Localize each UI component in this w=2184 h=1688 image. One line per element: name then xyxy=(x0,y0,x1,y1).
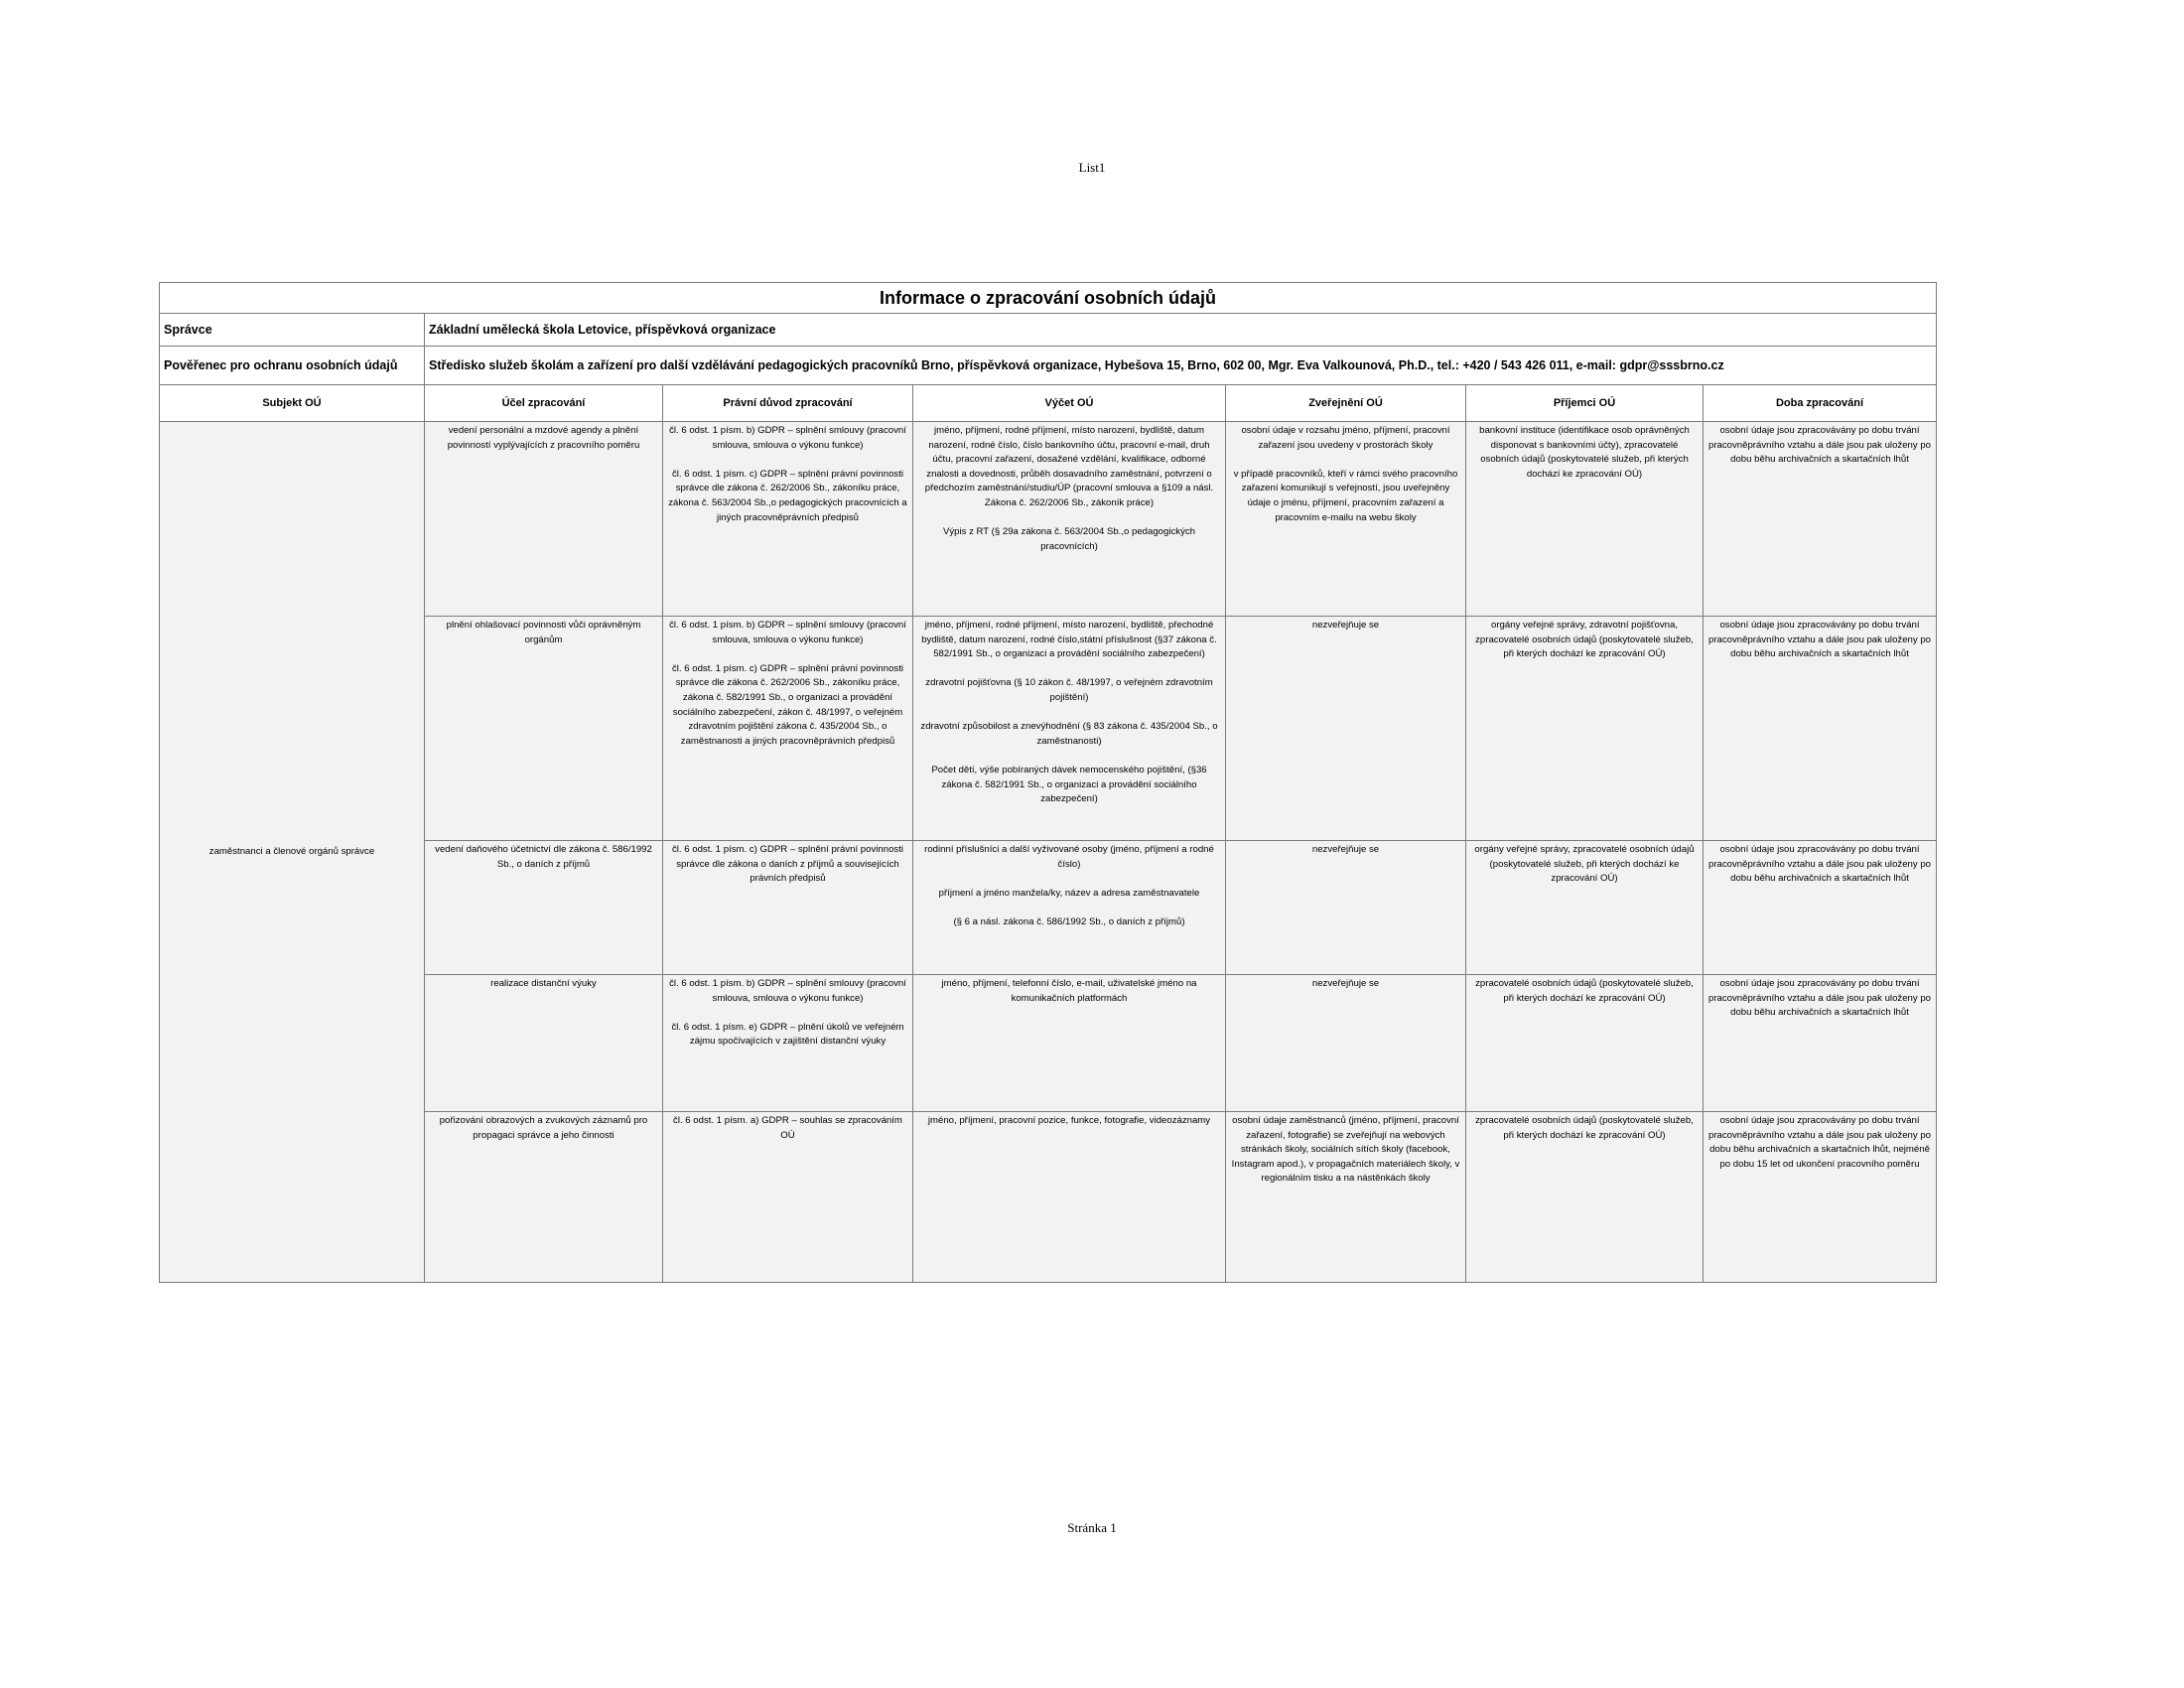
spravce-label: Správce xyxy=(160,314,425,347)
cell-vycet xyxy=(913,841,1226,975)
table-row xyxy=(160,1112,1937,1283)
table-title: Informace o zpracování osobních údajů xyxy=(160,283,1937,314)
cell-ucel xyxy=(425,841,663,975)
cell-prijemci xyxy=(1466,841,1704,975)
cell-paragraph: vedení daňového účetnictví dle zákona č. 586/1992 Sb., o daních z příjmů xyxy=(435,844,652,870)
cell-paragraph: pořizování obrazových a zvukových záznamů pro propagaci správce a jeho činnosti xyxy=(439,1115,648,1141)
cell-paragraph: zdravotní pojišťovna (§ 10 zákon č. 48/1997, o veřejném zdravotním pojištění) xyxy=(925,677,1213,703)
page-footer: Stránka 1 xyxy=(1067,1520,1117,1535)
cell-paragraph: v případě pracovníků, kteří v rámci svého pracovního zařazení komunikují s veřejností, jsou uveřejněny údaje o jménu, příjmení, pracovním zařazení a pracovním e-mailu na webu školy xyxy=(1233,468,1458,523)
cell-paragraph: jméno, příjmení, rodné příjmení, místo narození, bydliště, přechodné bydliště, datum narození, rodné číslo,státní příslušnost (§37 zákona č. 582/1991 Sb., o organizaci a provádění sociálního zabezpečení) xyxy=(921,620,1217,660)
cell-prijemci xyxy=(1466,975,1704,1112)
cell-paragraph: orgány veřejné správy, zdravotní pojišťovna, zpracovatelé osobních údajů (poskytovatelé služeb, při kterých dochází ke zpracování OÚ) xyxy=(1475,620,1694,660)
cell-zverejneni xyxy=(1226,841,1466,975)
cell-paragraph: zdravotní způsobilost a znevýhodnění (§ 83 zákona č. 435/2004 Sb., o zaměstnanosti) xyxy=(920,721,1218,747)
cell-vycet xyxy=(913,1112,1226,1283)
cell-paragraph: rodinní příslušníci a další vyživované osoby (jméno, příjmení a rodné číslo) xyxy=(924,844,1214,870)
poverenec-value: Středisko služeb školám a zařízení pro další vzdělávání pedagogických pracovníků Brno, příspěvková organizace, Hybešova 15, Brno, 602 00, Mgr. Eva Valkounová, Ph.D., tel.: +420 / 543 426 011, e-mail: gdpr@sssbrno.cz xyxy=(425,347,1937,385)
cell-duvod xyxy=(663,1112,913,1283)
table-row xyxy=(160,422,1937,617)
column-header-vycet: Výčet OÚ xyxy=(913,385,1226,422)
column-header-row xyxy=(160,385,1937,422)
cell-paragraph: osobní údaje zaměstnanců (jméno, příjmení, pracovní zařazení, fotografie) se zveřejňují na webových stránkách školy, sociálních sítích školy (facebook, Instagram apod.), v propagačních materiálech školy, v regionálním tisku a na nástěnkách školy xyxy=(1231,1115,1460,1185)
cell-paragraph: jméno, příjmení, telefonní číslo, e-mail, uživatelské jméno na komunikačních platformách xyxy=(941,978,1197,1004)
cell-prijemci xyxy=(1466,422,1704,617)
cell-paragraph: čl. 6 odst. 1 písm. b) GDPR – splnění smlouvy (pracovní smlouva, smlouva o výkonu funkce) xyxy=(669,978,906,1004)
cell-doba xyxy=(1704,617,1937,841)
cell-paragraph: jméno, příjmení, pracovní pozice, funkce, fotografie, videozáznamy xyxy=(927,1115,1211,1126)
table-row xyxy=(160,975,1937,1112)
cell-paragraph: zpracovatelé osobních údajů (poskytovatelé služeb, při kterých dochází ke zpracování OÚ) xyxy=(1475,978,1694,1004)
cell-paragraph: Počet dětí, výše pobíraných dávek nemocenského pojištění, (§36 zákona č. 582/1991 Sb., o organizaci a provádění sociálního zabezpečení) xyxy=(931,764,1207,805)
cell-paragraph: orgány veřejné správy, zpracovatelé osobních údajů (poskytovatelé služeb, při kterých dochází ke zpracování OÚ) xyxy=(1474,844,1695,885)
cell-zverejneni xyxy=(1226,617,1466,841)
cell-ucel xyxy=(425,975,663,1112)
gdpr-info-table xyxy=(159,282,1937,1283)
cell-ucel xyxy=(425,617,663,841)
cell-vycet xyxy=(913,422,1226,617)
cell-doba xyxy=(1704,975,1937,1112)
cell-paragraph: nezveřejňuje se xyxy=(1311,978,1380,989)
cell-zverejneni xyxy=(1226,975,1466,1112)
cell-paragraph: plnění ohlašovací povinnosti vůči oprávněným orgánům xyxy=(446,620,641,645)
cell-paragraph: osobní údaje jsou zpracovávány po dobu trvání pracovněprávního vztahu a dále jsou pak uloženy po dobu běhu archivačních a skartačních lhůt xyxy=(1708,844,1932,885)
cell-paragraph: čl. 6 odst. 1 písm. a) GDPR – souhlas se zpracováním OÚ xyxy=(673,1115,902,1141)
cell-paragraph: osobní údaje jsou zpracovávány po dobu trvání pracovněprávního vztahu a dále jsou pak uloženy po dobu běhu archivačních a skartačních lhůt, nejméně po dobu 15 let od ukončení pracovního poměru xyxy=(1708,1115,1932,1170)
column-header-zverejneni: Zveřejnění OÚ xyxy=(1226,385,1466,422)
table-row xyxy=(160,841,1937,975)
cell-vycet xyxy=(913,975,1226,1112)
cell-paragraph: bankovní instituce (identifikace osob oprávněných disponovat s bankovními účty), zpracovatelé osobních údajů (poskytovatelé služeb, při kterých dochází ke zpracování OÚ) xyxy=(1479,425,1690,480)
cell-paragraph: čl. 6 odst. 1 písm. c) GDPR – splnění právní povinnosti správce dle zákona č. 262/2006 Sb., zákoníku práce, zákona č. 563/2004 Sb.,o pedagogických pracovnících a jiných pracovněprávních předpisů xyxy=(668,468,907,523)
cell-prijemci xyxy=(1466,1112,1704,1283)
column-header-subjekt: Subjekt OÚ xyxy=(160,385,425,422)
cell-paragraph: čl. 6 odst. 1 písm. b) GDPR – splnění smlouvy (pracovní smlouva, smlouva o výkonu funkce) xyxy=(669,620,906,645)
column-header-duvod: Právní důvod zpracování xyxy=(663,385,913,422)
cell-paragraph: osobní údaje jsou zpracovávány po dobu trvání pracovněprávního vztahu a dále jsou pak uloženy po dobu běhu archivačních a skartačních lhůt xyxy=(1708,978,1932,1019)
cell-paragraph: zpracovatelé osobních údajů (poskytovatelé služeb, při kterých dochází ke zpracování OÚ) xyxy=(1475,1115,1694,1141)
cell-paragraph: osobní údaje jsou zpracovávány po dobu trvání pracovněprávního vztahu a dále jsou pak uloženy po dobu běhu archivačních a skartačních lhůt xyxy=(1708,620,1932,660)
cell-paragraph: nezveřejňuje se xyxy=(1311,844,1380,855)
cell-duvod xyxy=(663,975,913,1112)
table-row xyxy=(160,617,1937,841)
cell-zverejneni xyxy=(1226,422,1466,617)
cell-paragraph: osobní údaje v rozsahu jméno, příjmení, pracovní zařazení jsou uvedeny v prostorách školy xyxy=(1241,425,1450,451)
cell-ucel xyxy=(425,422,663,617)
cell-paragraph: čl. 6 odst. 1 písm. c) GDPR – splnění právní povinnosti správce dle zákona o daních z příjmů a souvisejících právních předpisů xyxy=(671,844,904,885)
cell-doba xyxy=(1704,1112,1937,1283)
column-header-doba: Doba zpracování xyxy=(1704,385,1937,422)
cell-duvod xyxy=(663,617,913,841)
cell-paragraph: čl. 6 odst. 1 písm. b) GDPR – splnění smlouvy (pracovní smlouva, smlouva o výkonu funkce) xyxy=(669,425,906,451)
column-header-prijemci: Příjemci OÚ xyxy=(1466,385,1704,422)
cell-paragraph: (§ 6 a násl. zákona č. 586/1992 Sb., o daních z příjmů) xyxy=(953,915,1185,927)
cell-paragraph: nezveřejňuje se xyxy=(1311,620,1380,631)
cell-paragraph: osobní údaje jsou zpracovávány po dobu trvání pracovněprávního vztahu a dále jsou pak uloženy po dobu běhu archivačních a skartačních lhůt xyxy=(1708,425,1932,466)
spravce-value: Základní umělecká škola Letovice, příspěvková organizace xyxy=(425,314,1937,347)
cell-prijemci xyxy=(1466,617,1704,841)
cell-paragraph: příjmení a jméno manžela/ky, název a adresa zaměstnavatele xyxy=(938,887,1200,899)
poverenec-label: Pověřenec pro ochranu osobních údajů xyxy=(160,347,425,385)
cell-paragraph: čl. 6 odst. 1 písm. e) GDPR – plnění úkolů ve veřejném zájmu spočívajících v zajištění distanční výuky xyxy=(671,1021,904,1048)
cell-paragraph: čl. 6 odst. 1 písm. c) GDPR – splnění právní povinnosti správce dle zákona č. 262/2006 Sb., zákoníku práce, zákona č. 582/1991 Sb., o organizaci a provádění sociálního zabezpečení, zákon č. 48/1997, o veřejném zdravotním pojištění zákona č. 435/2004 Sb., o zaměstnanosti a jiných pracovněprávních předpisů xyxy=(671,662,904,747)
cell-doba xyxy=(1704,841,1937,975)
cell-paragraph: Výpis z RT (§ 29a zákona č. 563/2004 Sb.,o pedagogických pracovnících) xyxy=(942,526,1196,552)
cell-ucel xyxy=(425,1112,663,1283)
cell-paragraph: vedení personální a mzdové agendy a plnění povinností vyplývajících z pracovního poměru xyxy=(447,425,640,451)
page-header: List1 xyxy=(1078,160,1106,175)
cell-vycet xyxy=(913,617,1226,841)
subject-cell: zaměstnanci a členové orgánů správce xyxy=(160,422,425,1283)
cell-zverejneni xyxy=(1226,1112,1466,1283)
cell-doba xyxy=(1704,422,1937,617)
cell-paragraph: jméno, příjmení, rodné příjmení, místo narození, bydliště, datum narození, rodné číslo, číslo bankovního účtu, pracovní e-mail, druh účtu, pracovní zařazení, dosažené vzdělání, kvalifikace, odborné znalosti a dovednosti, průběh dosavadního zaměstnání, potvrzení o předchozím zaměstnání/studiu/ÚP (pracovní smlouva a §109 a násl. Zákona č. 262/2006 Sb., zákoník práce) xyxy=(924,425,1214,508)
cell-paragraph: realizace distanční výuky xyxy=(490,978,597,989)
cell-duvod xyxy=(663,841,913,975)
column-header-ucel: Účel zpracování xyxy=(425,385,663,422)
cell-duvod xyxy=(663,422,913,617)
